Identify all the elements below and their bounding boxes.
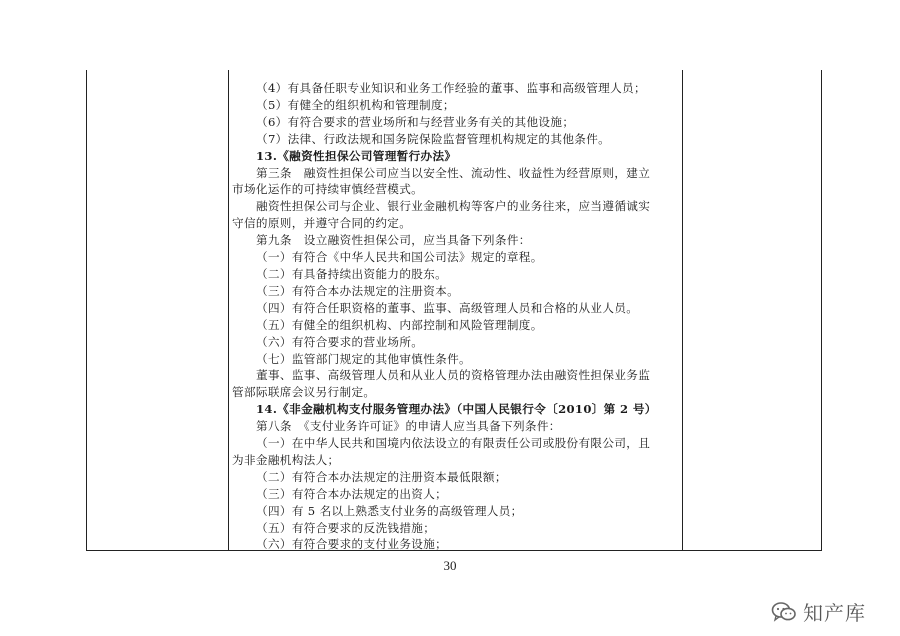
text-line: （五）有健全的组织机构、内部控制和风险管理制度。: [256, 317, 543, 332]
text-line: 董事、监事、高级管理人员和从业人员的资格管理办法由融资性担保业务监: [256, 368, 651, 383]
text-line: （二）有符合本办法规定的注册资本最低限额；: [256, 469, 507, 484]
text-line: （6）有符合要求的营业场所和与经营业务有关的其他设施；: [256, 114, 575, 129]
section-heading: 13.《融资性担保公司管理暂行办法》: [256, 148, 457, 163]
section-heading: 14.《非金融机构支付服务管理办法》（中国人民银行令〔2010〕第 2 号）: [256, 402, 657, 417]
text-line: 第八条 《支付业务许可证》的申请人应当具备下列条件：: [256, 419, 561, 434]
text-line: （六）有符合要求的支付业务设施；: [256, 537, 448, 552]
text-line: （二）有具备持续出资能力的股东。: [256, 266, 448, 281]
text-line: 第三条 融资性担保公司应当以安全性、流动性、收益性为经营原则，建立: [256, 165, 651, 180]
text-line: （七）监管部门规定的其他审慎性条件。: [256, 351, 471, 366]
document-body: [232, 80, 676, 553]
text-line: （五）有符合要求的反洗钱措施；: [256, 520, 436, 535]
table-column-divider-2: [682, 70, 683, 550]
text-line: 为非金融机构法人；: [232, 452, 340, 467]
text-line: 守信的原则，并遵守合同的约定。: [232, 216, 412, 231]
text-line: （一）有符合《中华人民共和国公司法》规定的章程。: [256, 250, 543, 265]
text-line: （5）有健全的组织机构和管理制度；: [256, 97, 455, 112]
page-number: 30: [443, 558, 457, 573]
text-line: （三）有符合本办法规定的注册资本。: [256, 283, 460, 298]
table-left-border: [86, 70, 87, 550]
watermark-text: 知产库: [803, 601, 866, 625]
text-line: （六）有符合要求的营业场所。: [256, 334, 424, 349]
text-line: 市场化运作的可持续审慎经营模式。: [232, 182, 424, 197]
text-line: （四）有 5 名以上熟悉支付业务的高级管理人员；: [256, 503, 523, 518]
table-right-border: [821, 70, 822, 550]
text-line: （一）在中华人民共和国境内依法设立的有限责任公司或股份有限公司，且: [256, 436, 651, 451]
text-line: （四）有符合任职资格的董事、监事、高级管理人员和合格的从业人员。: [256, 300, 639, 315]
wechat-icon: [771, 601, 797, 623]
text-line: （三）有符合本办法规定的出资人；: [256, 486, 448, 501]
text-line: 融资性担保公司与企业、银行业金融机构等客户的业务往来，应当遵循诚实: [256, 199, 651, 214]
watermark: [771, 597, 866, 626]
text-line: （7）法律、行政法规和国务院保险监督管理机构规定的其他条件。: [256, 131, 611, 146]
text-line: 第九条 设立融资性担保公司，应当具备下列条件：: [256, 233, 531, 248]
table-column-divider-1: [228, 70, 229, 550]
text-line: 管部际联席会议另行制定。: [232, 385, 376, 400]
text-line: （4）有具备任职专业知识和业务工作经验的董事、监事和高级管理人员；: [256, 81, 646, 95]
